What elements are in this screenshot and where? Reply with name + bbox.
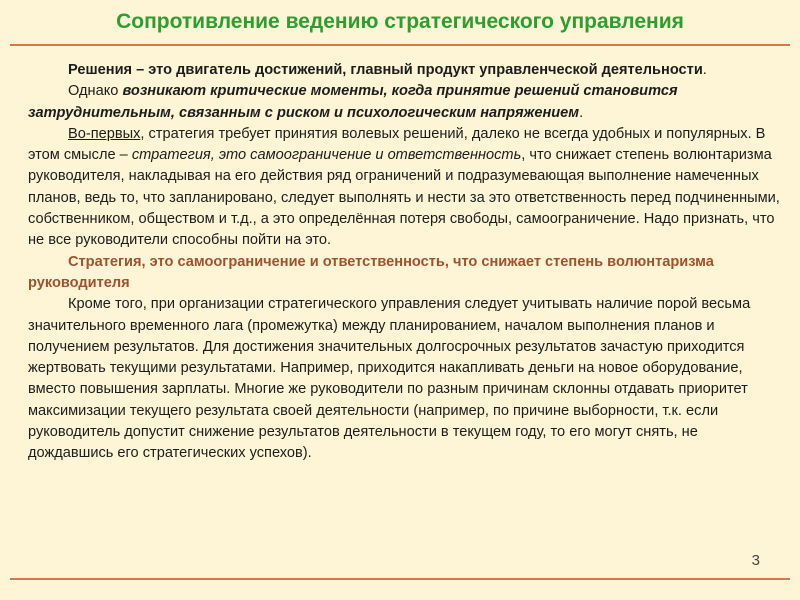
- firstly-italic-phrase: стратегия, это самоограничение и ответственность: [131, 147, 522, 164]
- strategy-highlight: Стратегия, это самоограничение и ответственность, что снижает степень волюнтаризма руководителя: [28, 253, 714, 291]
- firstly-text-part1: , стратегия требует принятия волевых решений, далеко не всегда удобных и популярных. В этом смысле –: [28, 125, 766, 164]
- page-number: 3: [751, 552, 760, 569]
- paragraph-decisions: [28, 60, 780, 81]
- decisions-statement: Решения – это двигатель достижений, главный продукт управленческой деятельности: [68, 62, 703, 78]
- paragraph-firstly: [28, 124, 780, 252]
- critical-moments-emphasis: возникают критические моменты, когда принятие решений становится затруднительным, связанным с риском и психологическим напряжением: [28, 83, 678, 121]
- decisions-period: .: [702, 62, 707, 78]
- slide-body: [28, 60, 780, 465]
- footer-divider: [10, 578, 790, 580]
- firstly-label: Во-первых: [68, 125, 141, 142]
- slide-title: Сопротивление ведению стратегического управления: [116, 10, 684, 33]
- paragraph-critical-moments: [28, 81, 780, 124]
- paragraph-time-lag: Кроме того, при организации стратегического управления следует учитывать наличие порой весьма значительного временного лага (промежутка) между планированием, началом выполнения планов и получением результатов. Для достижения значительных долгосрочных результатов зачастую приходится жертвовать текущими результатами. Например, приходится накапливать деньги на новое оборудование, вместо повышения зарплаты. Многие же руководители по разным причинам склонны отдавать приоритет максимизации текущего результата своей деятельности (например, по причине выборности, т.к. если руководитель допустит снижение результатов деятельности в текущем году, то его могут снять, не дождавшись его стратегических успехов).: [28, 296, 751, 462]
- title-divider: [10, 44, 790, 46]
- critical-moments-period: .: [579, 104, 584, 121]
- critical-moments-intro: Однако: [68, 83, 123, 100]
- firstly-text-part2: , что снижает степень волюнтаризма руководителя, накладывая на его действия ряд ограничений и подразумевающая выполнение намеченных планов, ведь то, что запланировано, следует выполнять и нести за это ответственность перед подчиненными, собственником, обществом и т.д., а это определённая потеря свободы, самоограничение. Надо признать, что не все руководители способны пойти на это.: [28, 147, 780, 249]
